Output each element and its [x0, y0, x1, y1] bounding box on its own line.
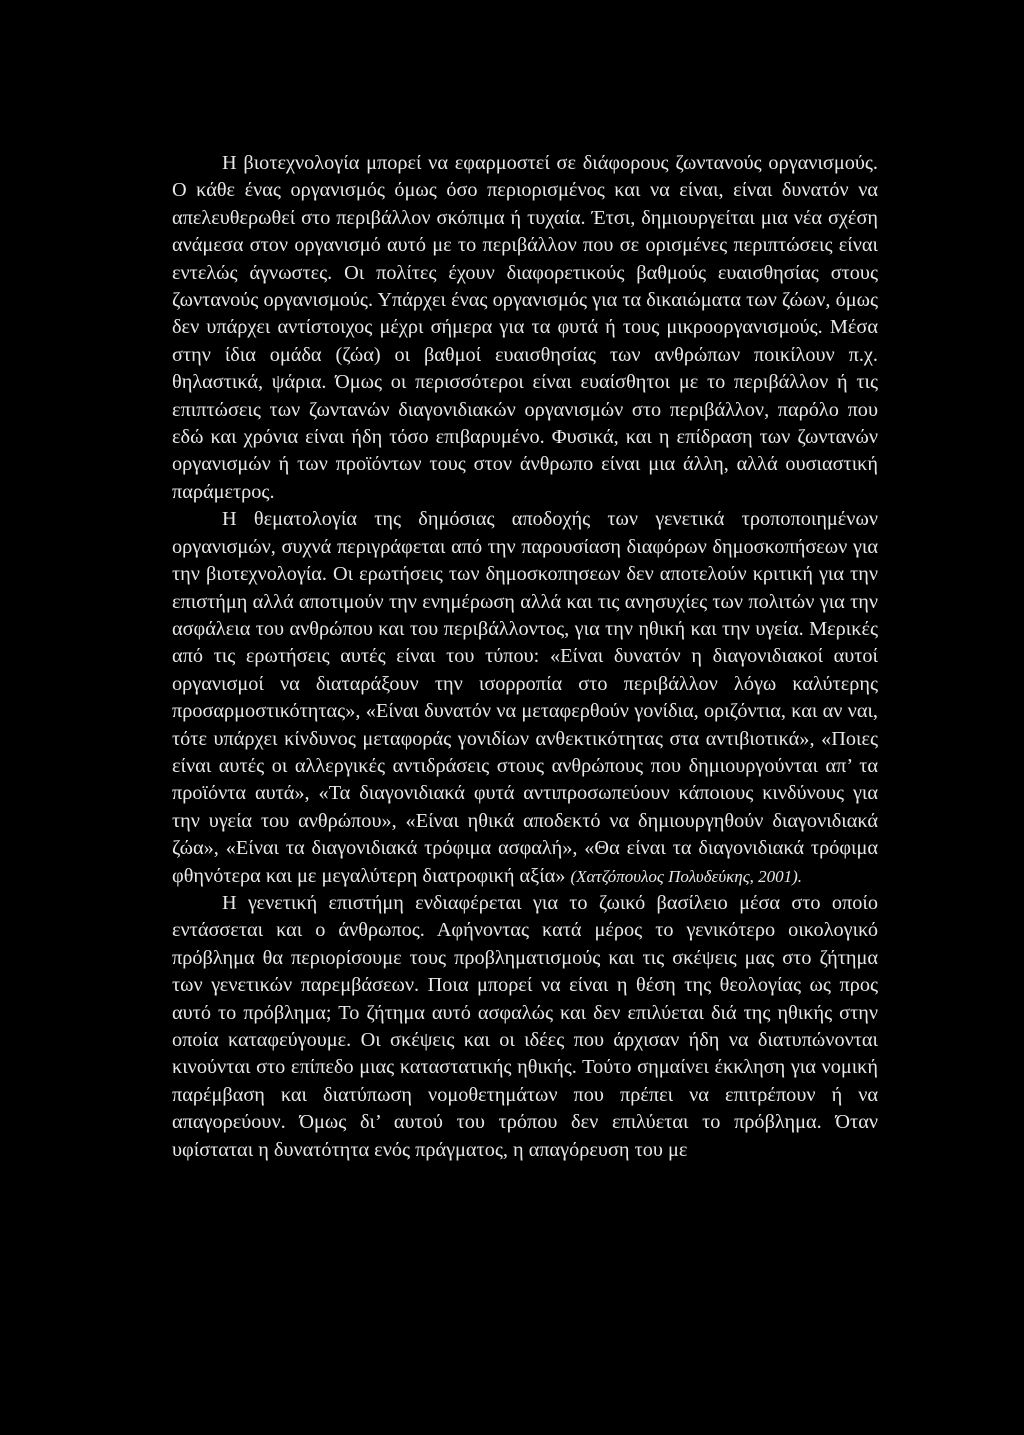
paragraph-biotech-organisms: Η βιοτεχνολογία μπορεί να εφαρμοστεί σε διάφορους ζωντανούς οργανισμούς. Ο κάθε ένας οργανισμός όμως όσο περιορισμένος και να είναι, είναι δυνατόν να απελευθερωθεί στο περιβάλλον σκόπιμα ή τυχαία. Έτσι, δημιουργείται μια νέα σχέση ανάμεσα στον οργανισμό αυτό με το περιβάλλον που σε ορισμένες περιπτώσεις είναι εντελώς άγνωστες. Οι πολίτες έχουν διαφορετικούς βαθμούς ευαισθησίας στους ζωντανούς οργανισμούς. Υπάρχει ένας οργανισμός για τα δικαιώματα των ζώων, όμως δεν υπάρχει αντίστοιχος μέχρι σήμερα για τα φυτά ή τους μικροοργανισμούς. Μέσα στην ίδια ομάδα (ζώα) οι βαθμοί ευαισθησίας των ανθρώπων ποικίλουν π.χ. θηλαστικά, ψάρια. Όμως οι περισσότεροι είναι ευαίσθητοι με το περιβάλλον ή τις επιπτώσεις των ζωντανών διαγονιδιακών οργανισμών στο περιβάλλον, παρόλο που εδώ και χρόνια είναι ήδη τόσο επιβαρυμένο. Φυσικά, και η επίδραση των ζωντανών οργανισμών ή των προϊόντων τους στον άνθρωπο είναι μια άλλη, αλλά ουσιαστική παράμετρος. [172, 152, 878, 503]
paragraph-genetic-science: Η γενετική επιστήμη ενδιαφέρεται για το ζωικό βασίλειο μέσα στο οποίο εντάσσεται και ο άνθρωπος. Αφήνοντας κατά μέρος το γενικότερο οικολογικό πρόβλημα θα περιορίσουμε τους προβληματισμούς και τις σκέψεις μας στο ζήτημα των γενετικών παρεμβάσεων. Ποια μπορεί να είναι η θέση της θεολογίας ως προς αυτό το πρόβλημα; Το ζήτημα αυτό ασφαλώς και δεν επιλύεται διά της ηθικής στην οποία καταφεύγουμε. Οι σκέψεις και οι ιδέες που άρχισαν ήδη να διατυπώνονται κινούνται στο επίπεδο μιας καταστατικής ηθικής. Τούτο σημαίνει έκκληση για νομική παρέμβαση και διατύπωση νομοθετημάτων που πρέπει να επιτρέπουν ή να απαγορεύουν. Όμως δι’ αυτού του τρόπου δεν επιλύεται το πρόβλημα. Όταν υφίσταται η δυνατότητα ενός πράγματος, η απαγόρευση του με [172, 891, 878, 1161]
paragraph-public-acceptance [172, 506, 878, 890]
citation: (Χατζόπουλος Πολυδεύκης, 2001). [570, 866, 803, 886]
paragraph-public-acceptance-text: Η θεματολογία της δημόσιας αποδοχής των γενετικά τροποποιημένων οργανισμών, συχνά περιγράφεται από την παρουσίαση διαφόρων δημοσκοπήσεων για την βιοτεχνολογία. Οι ερωτήσεις των δημοσκοπησεων δεν αποτελούν κριτική για την επιστήμη αλλά αποτιμούν την ενημέρωση αλλά και τις ανησυχίες των πολιτών για την ασφάλεια του ανθρώπου και του περιβάλλοντος, για την ηθική και την υγεία. Μερικές από τις ερωτήσεις αυτές είναι του τύπου: «Είναι δυνατόν η διαγονιδιακοί αυτοί οργανισμοί να διαταράξουν την ισορροπία στο περιβάλλον λόγω καλύτερης προσαρμοστικότητας», «Είναι δυνατόν να μεταφερθούν γονίδια, οριζόντια, και αν ναι, τότε υπάρχει κίνδυνος μεταφοράς γονιδίων ανθεκτικότητας στα αντιβιοτικά», «Ποιες είναι αυτές οι αλλεργικές αντιδράσεις στους ανθρώπους που δημιουργούνται απ’ τα προϊόντα αυτά», «Τα διαγονιδιακά φυτά αντιπροσωπεύουν κάποιους κινδύνους για την υγεία του ανθρώπου», «Είναι ηθικά αποδεκτό να δημιουργηθούν διαγονιδιακά ζώα», «Είναι τα διαγονιδιακά τρόφιμα ασφαλή», «Θα είναι τα διαγονιδιακά τρόφιμα φθηνότερα και με μεγαλύτερη διατροφική αξία» [172, 508, 878, 887]
document-page [172, 150, 878, 1164]
